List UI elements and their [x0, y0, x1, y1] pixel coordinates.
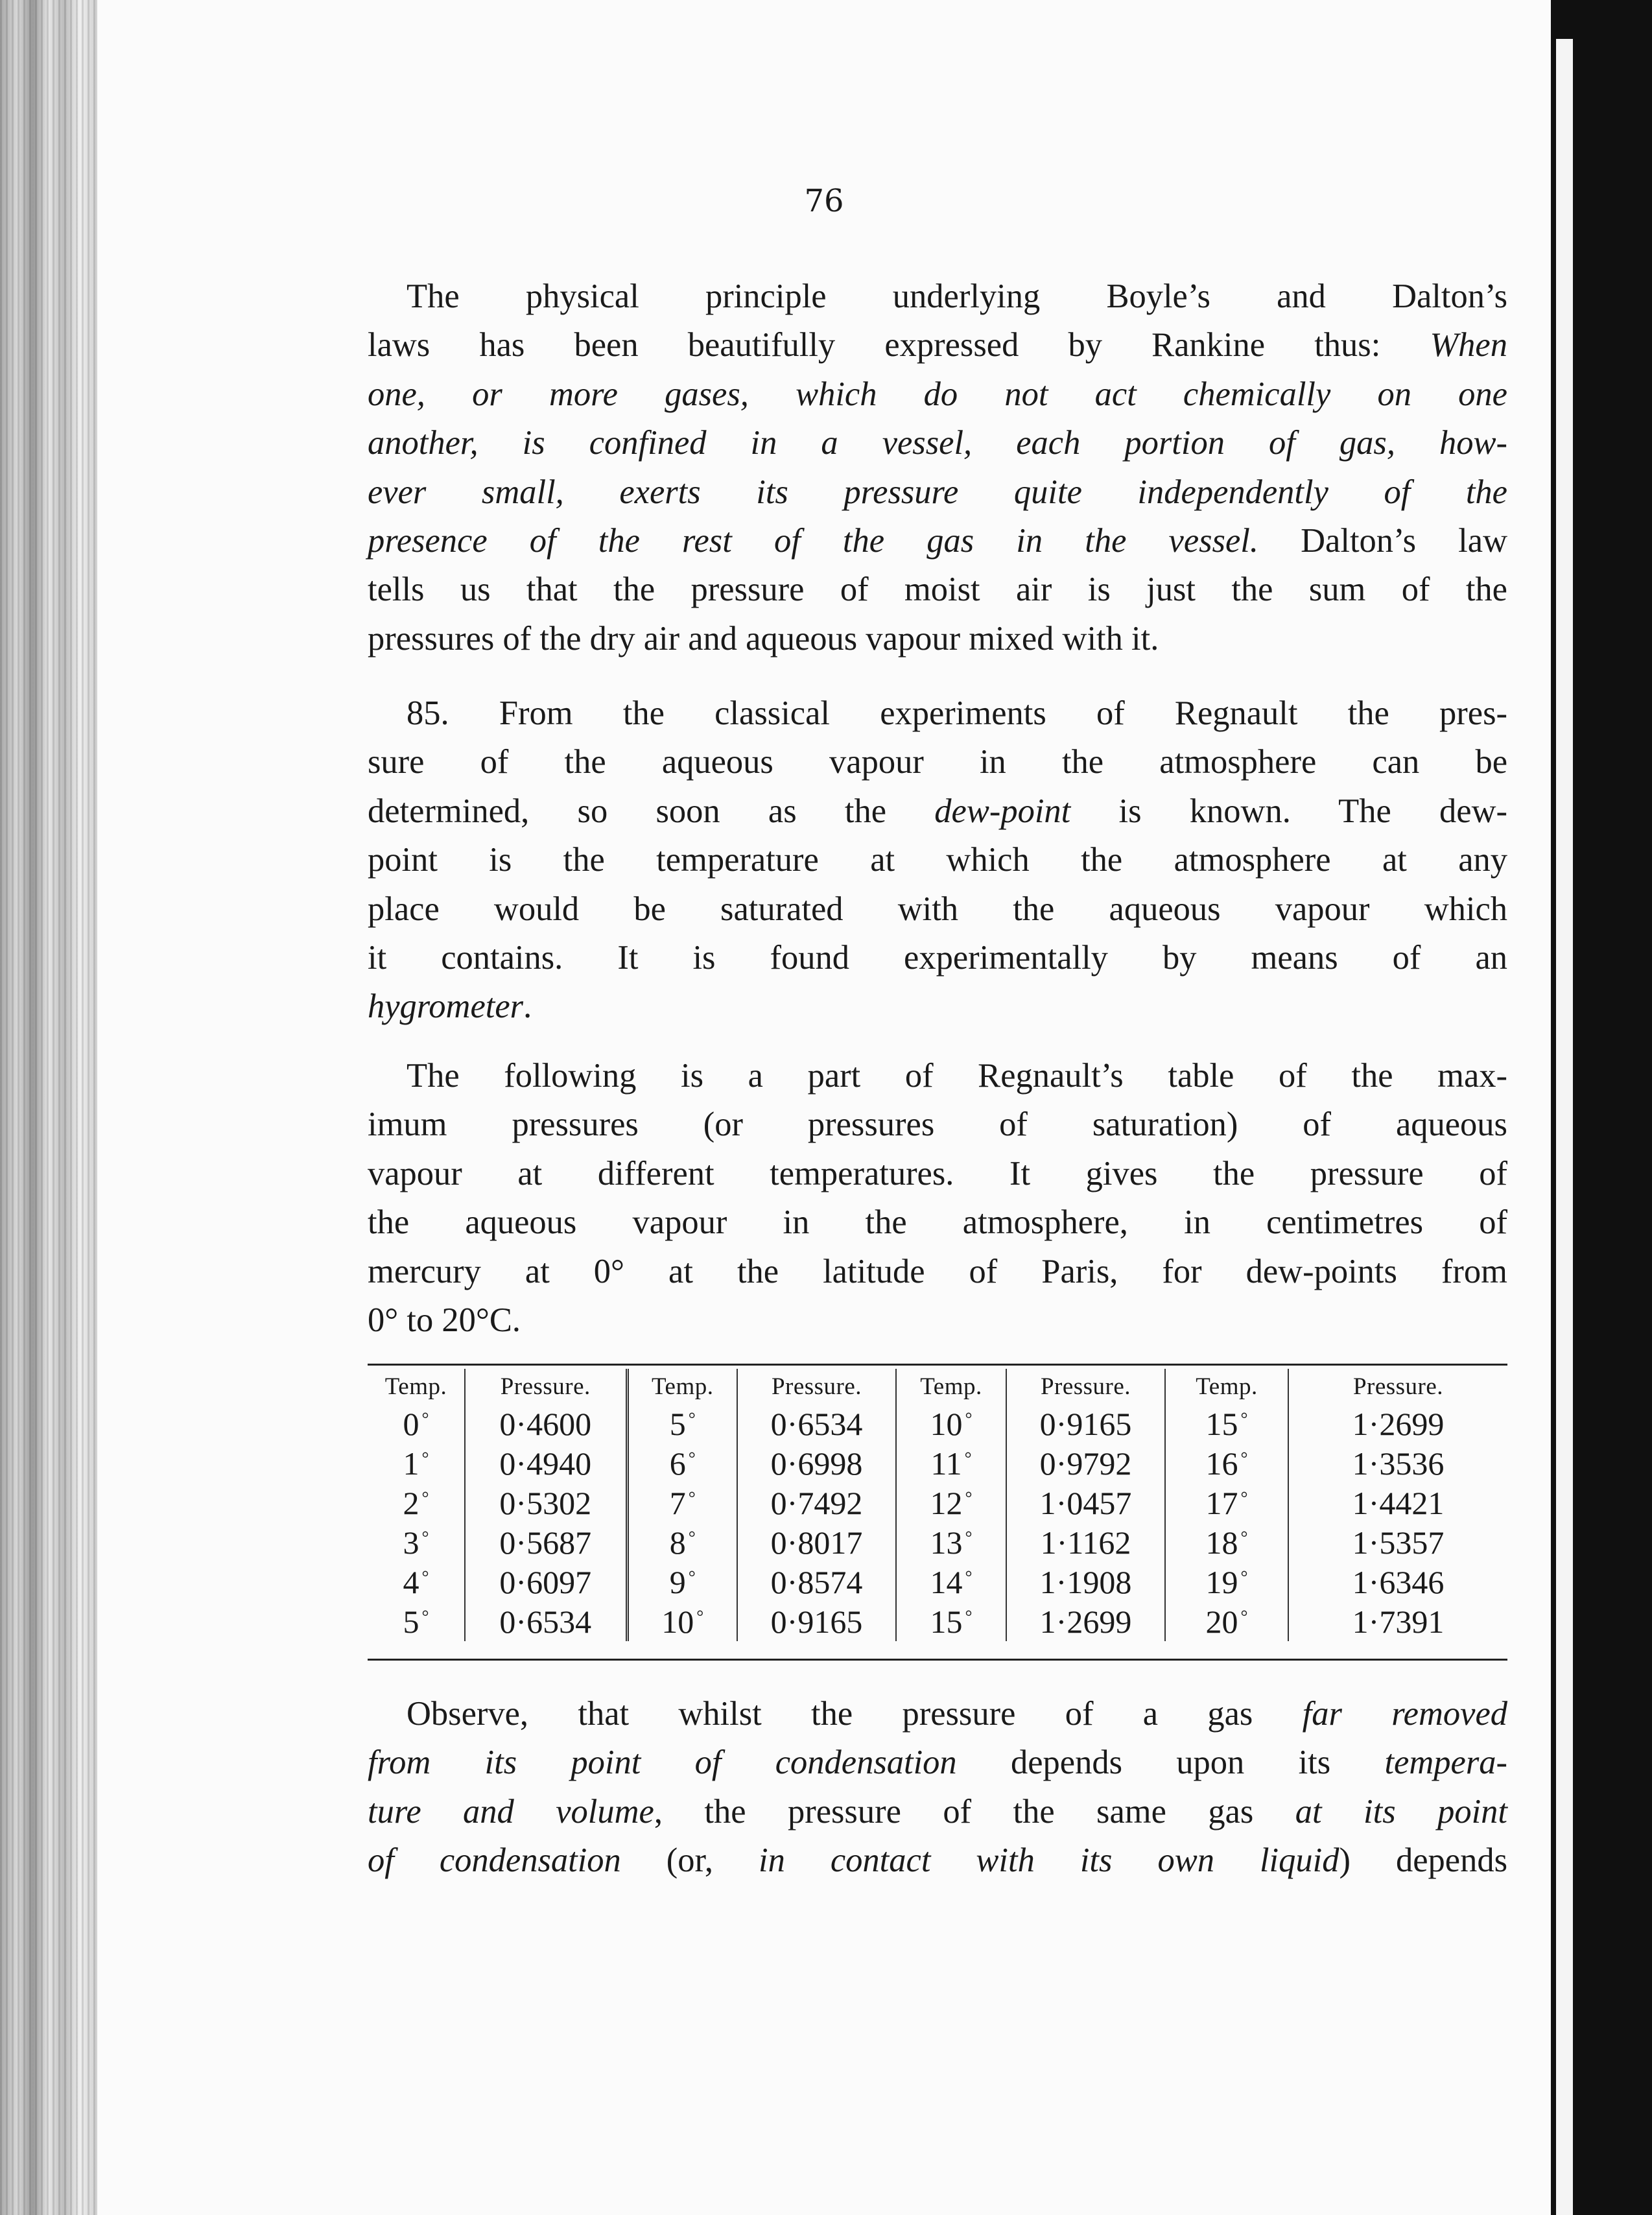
temperature-cell [368, 1483, 465, 1522]
degree-symbol: ° [421, 1487, 429, 1508]
text-line: ture and volume, the pressure of the same gas at its point [368, 1792, 1508, 1830]
temperature-value: 17 [1205, 1484, 1238, 1521]
temperature-value: 5 [403, 1603, 419, 1640]
temperature-value: 0 [403, 1405, 419, 1442]
temperature-cell [896, 1404, 1006, 1443]
pressure-cell: 1·4421 [1288, 1483, 1507, 1522]
temperature-cell [368, 1562, 465, 1602]
table-row [368, 1562, 1507, 1602]
pressure-cell: 0·6097 [465, 1562, 627, 1602]
table-bottom-rule [368, 1659, 1507, 1661]
pressure-cell: 0·6534 [465, 1602, 627, 1641]
temperature-cell [896, 1443, 1006, 1483]
degree-symbol: ° [421, 1408, 429, 1429]
table-row [368, 1404, 1507, 1443]
pressure-cell: 1·1162 [1006, 1522, 1165, 1562]
text-line: The physical principle underlying Boyle’s and Dalton’s [407, 278, 1507, 315]
text-line: pressures of the dry air and aqueous vapour mixed with it. [368, 619, 1159, 657]
text-line: another, is confined in a vessel, each portion of gas, how- [368, 424, 1507, 462]
temperature-value: 15 [930, 1603, 963, 1640]
degree-symbol: ° [421, 1606, 429, 1627]
table-row [368, 1443, 1507, 1483]
temperature-value: 20 [1205, 1603, 1238, 1640]
text-line: ever small, exerts its pressure quite independently of the [368, 473, 1507, 511]
text-line: it contains. It is found experimentally by means of an [368, 939, 1507, 977]
temperature-value: 1 [403, 1445, 419, 1482]
paragraph-observe-condensation [368, 1690, 1507, 1886]
temperature-value: 10 [661, 1603, 694, 1640]
temperature-cell [1165, 1522, 1288, 1562]
temperature-cell [627, 1562, 737, 1602]
degree-symbol: ° [1240, 1567, 1248, 1587]
text-line: laws has been beautifully expressed by Rankine thus: When [368, 326, 1507, 364]
temperature-cell [1165, 1483, 1288, 1522]
temperature-value: 2 [403, 1484, 419, 1521]
table-row [368, 1522, 1507, 1562]
column-header: Pressure. [1288, 1369, 1507, 1404]
degree-symbol: ° [965, 1527, 973, 1548]
temperature-value: 12 [930, 1484, 963, 1521]
temperature-value: 4 [403, 1563, 419, 1600]
table-header-row [368, 1369, 1507, 1404]
pressure-cell: 0·5302 [465, 1483, 627, 1522]
degree-symbol: ° [696, 1606, 704, 1627]
temperature-value: 16 [1205, 1445, 1238, 1482]
pressure-cell: 0·4940 [465, 1443, 627, 1483]
text-line: Observe, that whilst the pressure of a gas far removed [407, 1695, 1507, 1733]
table-row [368, 1483, 1507, 1522]
temperature-cell [1165, 1443, 1288, 1483]
temperature-cell [368, 1602, 465, 1641]
degree-symbol: ° [1240, 1448, 1248, 1469]
pressure-cell: 0·4600 [465, 1404, 627, 1443]
pressure-cell: 1·7391 [1288, 1602, 1507, 1641]
vapour-pressure-table [368, 1369, 1507, 1641]
pressure-cell: 0·7492 [737, 1483, 896, 1522]
facing-page-edge [1551, 0, 1652, 2215]
degree-symbol: ° [688, 1567, 696, 1587]
pressure-cell: 0·6998 [737, 1443, 896, 1483]
degree-symbol: ° [1240, 1408, 1248, 1429]
text-line: sure of the aqueous vapour in the atmosphere can be [368, 743, 1507, 781]
temperature-cell [896, 1522, 1006, 1562]
text-line: imum pressures (or pressures of saturation) of aqueous [368, 1106, 1507, 1144]
degree-symbol: ° [965, 1606, 973, 1627]
text-line: one, or more gases, which do not act chemically on one [368, 375, 1507, 413]
text-line: hygrometer. [368, 988, 532, 1026]
text-line: mercury at 0° at the latitude of Paris, for dew-points from [368, 1252, 1507, 1290]
text-line: point is the temperature at which the atmosphere at any [368, 841, 1507, 879]
degree-symbol: ° [1240, 1606, 1248, 1627]
temperature-cell [896, 1602, 1006, 1641]
text-line: the aqueous vapour in the atmosphere, in centimetres of [368, 1203, 1507, 1242]
temperature-cell [896, 1483, 1006, 1522]
table-row [368, 1602, 1507, 1641]
paragraph-regnault-table-intro [368, 1052, 1507, 1345]
temperature-value: 5 [669, 1405, 686, 1442]
text-line: vapour at different temperatures. It gives the pressure of [368, 1154, 1507, 1192]
degree-symbol: ° [421, 1527, 429, 1548]
pressure-cell: 0·6534 [737, 1404, 896, 1443]
pressure-cell: 0·9165 [1006, 1404, 1165, 1443]
text-line: place would be saturated with the aqueous vapour which [368, 890, 1507, 928]
degree-symbol: ° [688, 1487, 696, 1508]
temperature-cell [627, 1602, 737, 1641]
column-header: Temp. [627, 1369, 737, 1404]
degree-symbol: ° [688, 1448, 696, 1469]
pressure-cell: 1·2699 [1288, 1404, 1507, 1443]
temperature-cell [1165, 1404, 1288, 1443]
column-header: Pressure. [1006, 1369, 1165, 1404]
degree-symbol: ° [421, 1567, 429, 1587]
temperature-cell [368, 1443, 465, 1483]
degree-symbol: ° [965, 1408, 973, 1429]
paragraph-boyle-dalton [368, 272, 1507, 663]
pressure-cell: 1·6346 [1288, 1562, 1507, 1602]
temperature-value: 14 [930, 1563, 963, 1600]
temperature-value: 3 [403, 1524, 419, 1561]
text-line: of condensation (or, in contact with its own liquid) depends [368, 1842, 1508, 1880]
temperature-value: 13 [930, 1524, 963, 1561]
paragraph-85-dew-point [368, 689, 1507, 1032]
temperature-cell [627, 1443, 737, 1483]
column-header: Temp. [1165, 1369, 1288, 1404]
temperature-value: 11 [930, 1445, 962, 1482]
degree-symbol: ° [964, 1448, 972, 1469]
text-line: tells us that the pressure of moist air is just the sum of the [368, 571, 1507, 609]
temperature-value: 10 [930, 1405, 963, 1442]
text-line: 85. From the classical experiments of Regnault the pres- [407, 694, 1507, 732]
pressure-cell: 0·5687 [465, 1522, 627, 1562]
temperature-value: 8 [669, 1524, 686, 1561]
degree-symbol: ° [965, 1487, 973, 1508]
temperature-value: 6 [669, 1445, 686, 1482]
temperature-value: 19 [1205, 1563, 1238, 1600]
column-header: Pressure. [465, 1369, 627, 1404]
column-header: Pressure. [737, 1369, 896, 1404]
temperature-cell [368, 1522, 465, 1562]
column-header: Temp. [384, 1373, 447, 1400]
temperature-cell [1165, 1602, 1288, 1641]
temperature-value: 9 [669, 1563, 686, 1600]
pressure-cell: 0·9792 [1006, 1443, 1165, 1483]
pressure-cell: 0·8574 [737, 1562, 896, 1602]
pressure-cell: 0·8017 [737, 1522, 896, 1562]
degree-symbol: ° [688, 1408, 696, 1429]
temperature-value: 7 [669, 1484, 686, 1521]
pressure-cell: 1·3536 [1288, 1443, 1507, 1483]
pressure-cell: 1·0457 [1006, 1483, 1165, 1522]
temperature-cell [896, 1562, 1006, 1602]
pressure-cell: 1·5357 [1288, 1522, 1507, 1562]
table-top-rule [368, 1364, 1507, 1366]
text-line: 0° to 20°C. [368, 1301, 521, 1340]
temperature-value: 15 [1205, 1405, 1238, 1442]
degree-symbol: ° [1240, 1487, 1248, 1508]
text-line: determined, so soon as the dew-point is known. The dew- [368, 792, 1507, 830]
temperature-value: 18 [1205, 1524, 1238, 1561]
degree-symbol: ° [421, 1448, 429, 1469]
text-line: The following is a part of Regnault’s table of the max- [407, 1057, 1507, 1095]
pressure-cell: 1·1908 [1006, 1562, 1165, 1602]
book-page [97, 0, 1551, 2215]
text-line: from its point of condensation depends upon its tempera- [368, 1744, 1507, 1782]
temperature-cell [368, 1404, 465, 1443]
degree-symbol: ° [1240, 1527, 1248, 1548]
page-number: 76 [804, 183, 844, 219]
column-header: Temp. [896, 1369, 1006, 1404]
pressure-cell: 1·2699 [1006, 1602, 1165, 1641]
temperature-cell [1165, 1562, 1288, 1602]
temperature-cell [627, 1404, 737, 1443]
pressure-cell: 0·9165 [737, 1602, 896, 1641]
scan-binding-edge [0, 0, 97, 2215]
degree-symbol: ° [965, 1567, 973, 1587]
text-line: presence of the rest of the gas in the vessel. Dalton’s law [368, 522, 1507, 560]
temperature-cell [627, 1522, 737, 1562]
temperature-cell [627, 1483, 737, 1522]
degree-symbol: ° [688, 1527, 696, 1548]
